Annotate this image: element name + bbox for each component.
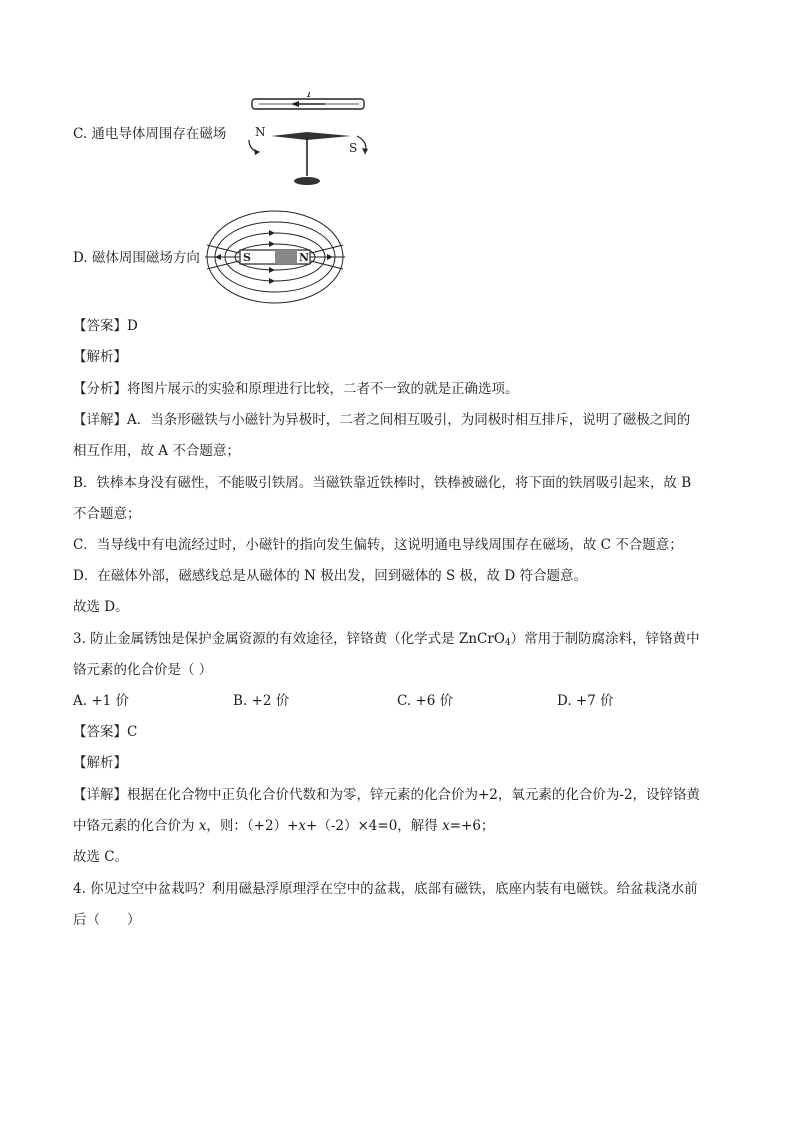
q2-detail-line: 相互作用，故 A 不合题意；	[73, 443, 240, 459]
q3-detail-text: +（-2）×4=0，解得	[306, 818, 443, 834]
q3-stem-text: 3. 防止金属锈蚀是保护金属资源的有效途径，锌铬黄（化学式是 ZnCrO	[73, 631, 505, 647]
figure-c-current-conductor	[235, 92, 375, 192]
q3-detail-text: =+6；	[449, 818, 495, 834]
q2-detail-line: C．当导线中有电流经过时，小磁针的指向发生偏转，这说明通电导线周围存在磁场，故 C 不合题意；	[73, 537, 683, 553]
q3-answer: 【答案】C	[73, 724, 138, 740]
q3-option-c: C. +6 价	[397, 693, 454, 709]
q3-stem-text: ）常用于制防腐涂料，锌铬黄中	[510, 631, 700, 647]
option-d-label: D. 磁体周围磁场方向	[73, 250, 200, 266]
current-label: I	[307, 92, 312, 100]
q2-detail-line: 【详解】A．当条形磁铁与小磁针为异极时，二者之间相互吸引，为同极时相互排斥，说明了磁极之间的	[73, 412, 691, 428]
q2-detail-line: D．在磁体外部，磁感线总是从磁体的 N 极出发，回到磁体的 S 极，故 D 符合题意。	[73, 568, 587, 584]
q4-stem-line-1: 4. 你见过空中盆栽吗？利用磁悬浮原理浮在空中的盆栽，底部有磁铁，底座内装有电磁铁。给盆栽浇水前	[73, 881, 698, 897]
q2-detail-line: 不合题意；	[73, 506, 141, 522]
q3-variable-x: x	[442, 818, 450, 834]
q3-detail-text: ，则：（+2）+	[206, 818, 299, 834]
q4-stem-line-2: 后（ ）	[73, 912, 141, 928]
q2-answer: 【答案】D	[73, 318, 138, 334]
oersted-experiment-drawing	[235, 92, 375, 192]
q3-variable-x: x	[298, 818, 307, 834]
q3-detail-text: 中铬元素的化合价为	[73, 818, 199, 834]
q3-variable-x: x	[198, 818, 207, 834]
q2-conclusion: 故选 D。	[73, 599, 129, 615]
magnet-south-label: S	[243, 251, 251, 264]
q3-option-a: A. +1 价	[73, 693, 130, 709]
q3-detail-line: 【详解】根据在化合物中正负化合价代数和为零，锌元素的化合价为+2，氧元素的化合价为-2，设锌铬黄	[73, 787, 701, 803]
q3-detail-line-2	[73, 816, 494, 836]
q3-analysis-heading: 【解析】	[73, 755, 127, 771]
north-pole-label: N	[255, 125, 266, 139]
q2-detail-line: B．铁棒本身没有磁性，不能吸引铁屑。当磁铁靠近铁棒时，铁棒被磁化，将下面的铁屑吸引起来，故 B	[73, 475, 692, 491]
q3-stem-line-2: 铬元素的化合价是（ ）	[73, 662, 213, 678]
q3-formula-subscript: 4	[504, 638, 511, 648]
figure-d-magnet-field	[205, 207, 345, 307]
q3-stem-line-1	[73, 629, 700, 653]
south-pole-label: S	[349, 141, 358, 155]
q2-fenxi: 【分析】将图片展示的实验和原理进行比较，二者不一致的就是正确选项。	[73, 381, 519, 397]
magnetic-field-lines-drawing	[205, 207, 345, 307]
q2-analysis-heading: 【解析】	[73, 349, 127, 365]
option-c-label: C. 通电导体周围存在磁场	[73, 126, 227, 142]
q3-option-b: B. +2 价	[233, 693, 290, 709]
magnet-north-label: N	[299, 251, 310, 264]
q3-conclusion: 故选 C。	[73, 849, 129, 865]
q3-option-d: D. +7 价	[557, 693, 614, 709]
